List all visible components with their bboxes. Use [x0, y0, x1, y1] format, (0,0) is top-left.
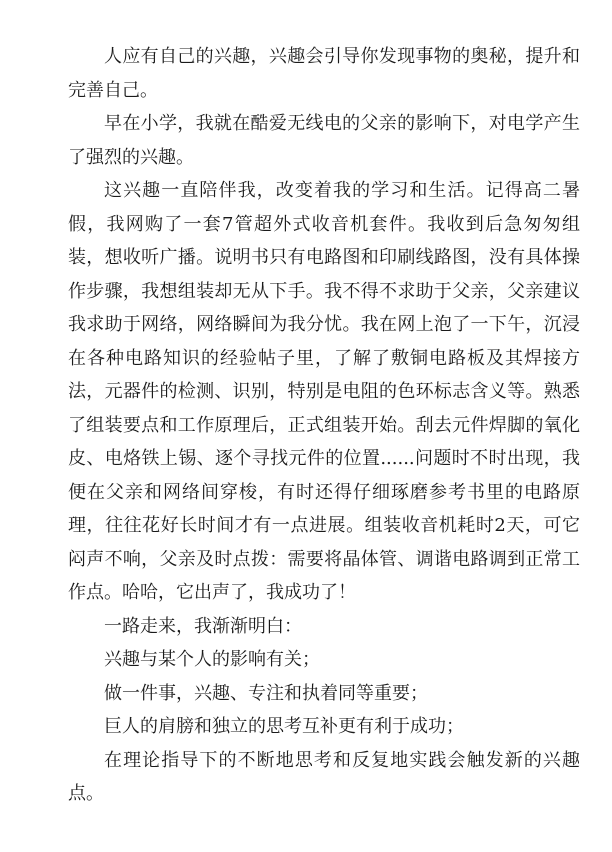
paragraph-point-giants: 巨人的肩膀和独立的思考互补更有利于成功；	[104, 716, 464, 737]
paragraph-childhood: 早在小学，我就在酷爱无线电的父亲的影响下，对电学产生了强烈的兴趣。	[68, 113, 580, 168]
paragraph-point-influence: 兴趣与某个人的影响有关；	[104, 649, 320, 670]
paragraph-interest-intro: 人应有自己的兴趣，兴趣会引导你发现事物的奥秘，提升和完善自己。	[68, 46, 580, 101]
essay-body	[68, 40, 580, 811]
paragraph-point-practice: 在理论指导下的不断地思考和反复地实践会触发新的兴趣点。	[68, 749, 580, 804]
paragraph-radio-story: 这兴趣一直陪伴我，改变着我的学习和生活。记得高二暑假，我网购了一套7管超外式收音机套件。我收到后急匆匆组装，想收听广播。说明书只有电路图和印刷线路图，没有具体操作步骤，我想组装却无从下手。我不得不求助于父亲，父亲建议我求助于网络，网络瞬间为我分忧。我在网上泡了一下午，沉浸在各种电路知识的经验帖子里，了解了敷铜电路板及其焊接方法，元器件的检测、识别，特别是电阻的色环标志含义等。熟悉了组装要点和工作原理后，正式组装开始。刮去元件焊脚的氧化皮、电烙铁上锡、逐个寻找元件的位置......问题时不时出现，我便在父亲和网络间穿梭，有时还得仔细琢磨参考书里的电路原理，往往花好长时间才有一点进展。组装收音机耗时2天，可它闷声不响，父亲及时点拨：需要将晶体管、调谐电路调到正常工作点。哈哈，它出声了，我成功了！	[68, 180, 580, 603]
paragraph-conclusion-lead: 一路走来，我渐渐明白：	[104, 615, 302, 637]
paragraph-point-focus: 做一件事，兴趣、专注和执着同等重要；	[104, 682, 428, 704]
